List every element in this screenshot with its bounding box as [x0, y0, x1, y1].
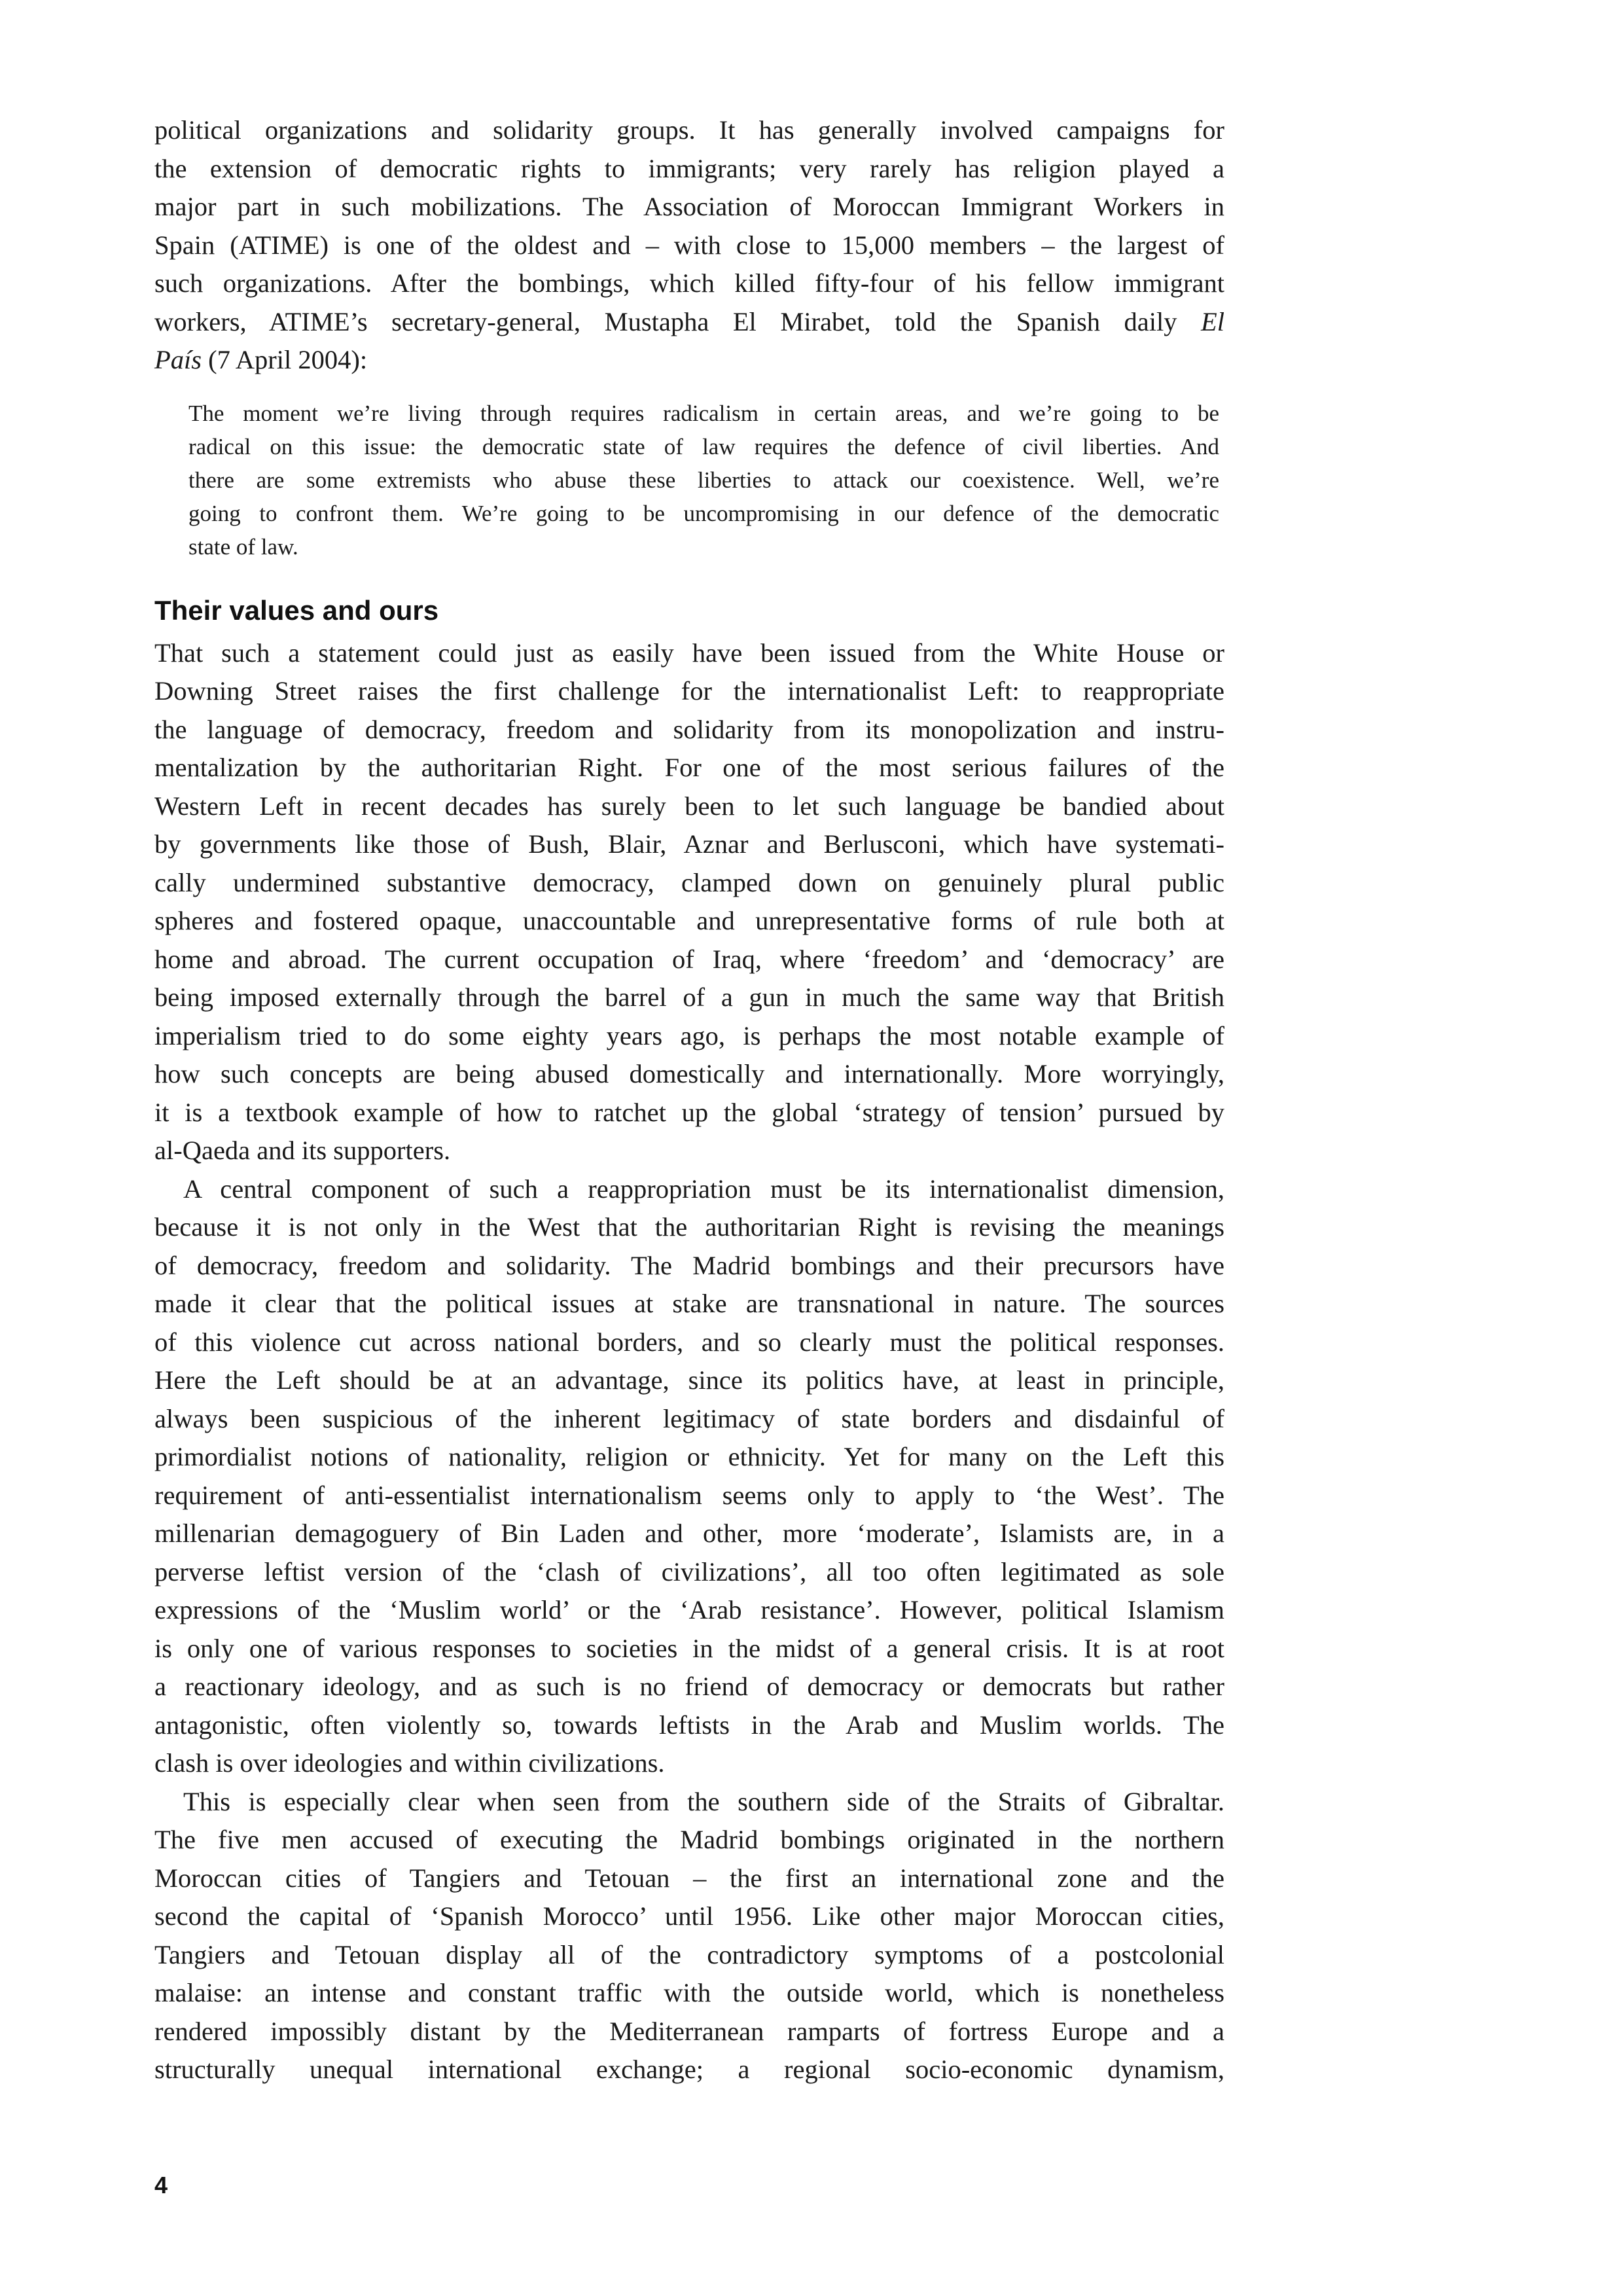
- text-line: second the capital of ‘Spanish Morocco’ until 1956. Like other major Moroccan cities,: [154, 1901, 1224, 1931]
- text-line: Moroccan cities of Tangiers and Tetouan – the first an international zone and the: [154, 1863, 1224, 1893]
- text-line: such organizations. After the bombings, which killed fifty-four of his fellow immigrant: [154, 268, 1224, 298]
- text-line: Western Left in recent decades has surely been to let such language be bandied about: [154, 791, 1224, 821]
- text-line: Downing Street raises the first challenge for the internationalist Left: to reappropriate: [154, 676, 1224, 706]
- text-line: spheres and fostered opaque, unaccountable and unrepresentative forms of rule both at: [154, 906, 1224, 935]
- text-line: structurally unequal international exchange; a regional socio-economic dynamism,: [154, 2054, 1224, 2084]
- text-segment: (7 April 2004):: [208, 345, 368, 374]
- text-line: it is a textbook example of how to ratchet up the global ‘strategy of tension’ pursued by: [154, 1097, 1224, 1127]
- page-number: 4: [154, 2172, 168, 2198]
- text-line: clash is over ideologies and within civilizations.: [154, 1748, 665, 1778]
- quote-line: radical on this issue: the democratic state of law requires the defence of civil liberties. And: [188, 433, 1219, 459]
- page-body: [154, 111, 1224, 2089]
- text-line: major part in such mobilizations. The Association of Moroccan Immigrant Workers in: [154, 192, 1224, 221]
- text-line: the extension of democratic rights to immigrants; very rarely has religion played a: [154, 153, 1224, 183]
- quote-line: there are some extremists who abuse these liberties to attack our coexistence. Well, we’re: [188, 467, 1219, 493]
- text-line: of this violence cut across national borders, and so clearly must the political responses.: [154, 1327, 1224, 1357]
- paragraph-1: [154, 634, 1224, 1170]
- text-line: millenarian demagoguery of Bin Laden and other, more ‘moderate’, Islamists are, in a: [154, 1518, 1224, 1548]
- intro-paragraph: [154, 111, 1224, 380]
- text-line: mentalization by the authoritarian Right. For one of the most serious failures of the: [154, 753, 1224, 782]
- text-line: because it is not only in the West that the authoritarian Right is revising the meanings: [154, 1212, 1224, 1242]
- text-line: That such a statement could just as easily have been issued from the White House or: [154, 637, 1224, 668]
- text-line: [154, 341, 1224, 380]
- text-line: requirement of anti-essentialist internationalism seems only to apply to ‘the West’. The: [154, 1480, 1224, 1510]
- text-line: The five men accused of executing the Madrid bombings originated in the northern: [154, 1825, 1224, 1854]
- newspaper-name-part: El: [1201, 306, 1225, 336]
- text-line: cally undermined substantive democracy, clamped down on genuinely plural public: [154, 867, 1224, 897]
- text-line: perverse leftist version of the ‘clash of civilizations’, all too often legitimated as sole: [154, 1556, 1224, 1587]
- text-line: antagonistic, often violently so, towards leftists in the Arab and Muslim worlds. The: [154, 1710, 1224, 1740]
- text-line: This is especially clear when seen from the southern side of the Straits of Gibraltar.: [183, 1786, 1224, 1816]
- text-line: a reactionary ideology, and as such is no friend of democracy or democrats but rather: [154, 1672, 1224, 1701]
- paragraph-2: [154, 1170, 1224, 1783]
- text-line: malaise: an intense and constant traffic with the outside world, which is nonetheless: [154, 1978, 1224, 2007]
- text-line: by governments like those of Bush, Blair, Aznar and Berlusconi, which have systemati-: [154, 829, 1224, 859]
- newspaper-name-part: País: [154, 345, 202, 374]
- paragraph-3: [154, 1783, 1224, 2089]
- text-line-with-italic: [154, 303, 1224, 342]
- text-line: always been suspicious of the inherent legitimacy of state borders and disdainful of: [154, 1403, 1224, 1433]
- text-line: political organizations and solidarity groups. It has generally involved campaigns for: [154, 115, 1224, 145]
- text-line: being imposed externally through the barrel of a gun in much the same way that British: [154, 982, 1224, 1012]
- quote-line: The moment we’re living through requires radicalism in certain areas, and we’re going to be: [188, 400, 1219, 426]
- text-line: primordialist notions of nationality, religion or ethnicity. Yet for many on the Left this: [154, 1442, 1224, 1471]
- section-heading: Their values and ours: [154, 594, 439, 626]
- text-line: is only one of various responses to societies in the midst of a general crisis. It is at root: [154, 1633, 1224, 1663]
- quote-line: state of law.: [188, 533, 298, 560]
- text-line: Spain (ATIME) is one of the oldest and – with close to 15,000 members – the largest of: [154, 230, 1224, 260]
- block-quote: [188, 397, 1219, 564]
- text-line: imperialism tried to do some eighty years ago, is perhaps the most notable example of: [154, 1020, 1224, 1050]
- text-line: made it clear that the political issues at stake are transnational in nature. The sources: [154, 1289, 1224, 1318]
- text-line: al-Qaeda and its supporters.: [154, 1136, 451, 1165]
- text-line: expressions of the ‘Muslim world’ or the ‘Arab resistance’. However, political Islamism: [154, 1595, 1224, 1624]
- text-line: A central component of such a reappropriation must be its internationalist dimension,: [183, 1174, 1224, 1204]
- text-line: of democracy, freedom and solidarity. The Madrid bombings and their precursors have: [154, 1250, 1224, 1280]
- text-line: rendered impossibly distant by the Mediterranean ramparts of fortress Europe and a: [154, 2016, 1224, 2046]
- text-line: Tangiers and Tetouan display all of the contradictory symptoms of a postcolonial: [154, 1939, 1224, 1969]
- text-segment: workers, ATIME’s secretary-general, Mustapha El Mirabet, told the Spanish daily: [154, 306, 1177, 336]
- quote-line: going to confront them. We’re going to be uncompromising in our defence of the democratic: [188, 500, 1219, 526]
- text-line: Here the Left should be at an advantage, since its politics have, at least in principle,: [154, 1365, 1224, 1395]
- text-line: home and abroad. The current occupation of Iraq, where ‘freedom’ and ‘democracy’ are: [154, 944, 1224, 974]
- text-line: how such concepts are being abused domestically and internationally. More worryingly,: [154, 1059, 1224, 1088]
- text-line: the language of democracy, freedom and solidarity from its monopolization and instru-: [154, 714, 1224, 744]
